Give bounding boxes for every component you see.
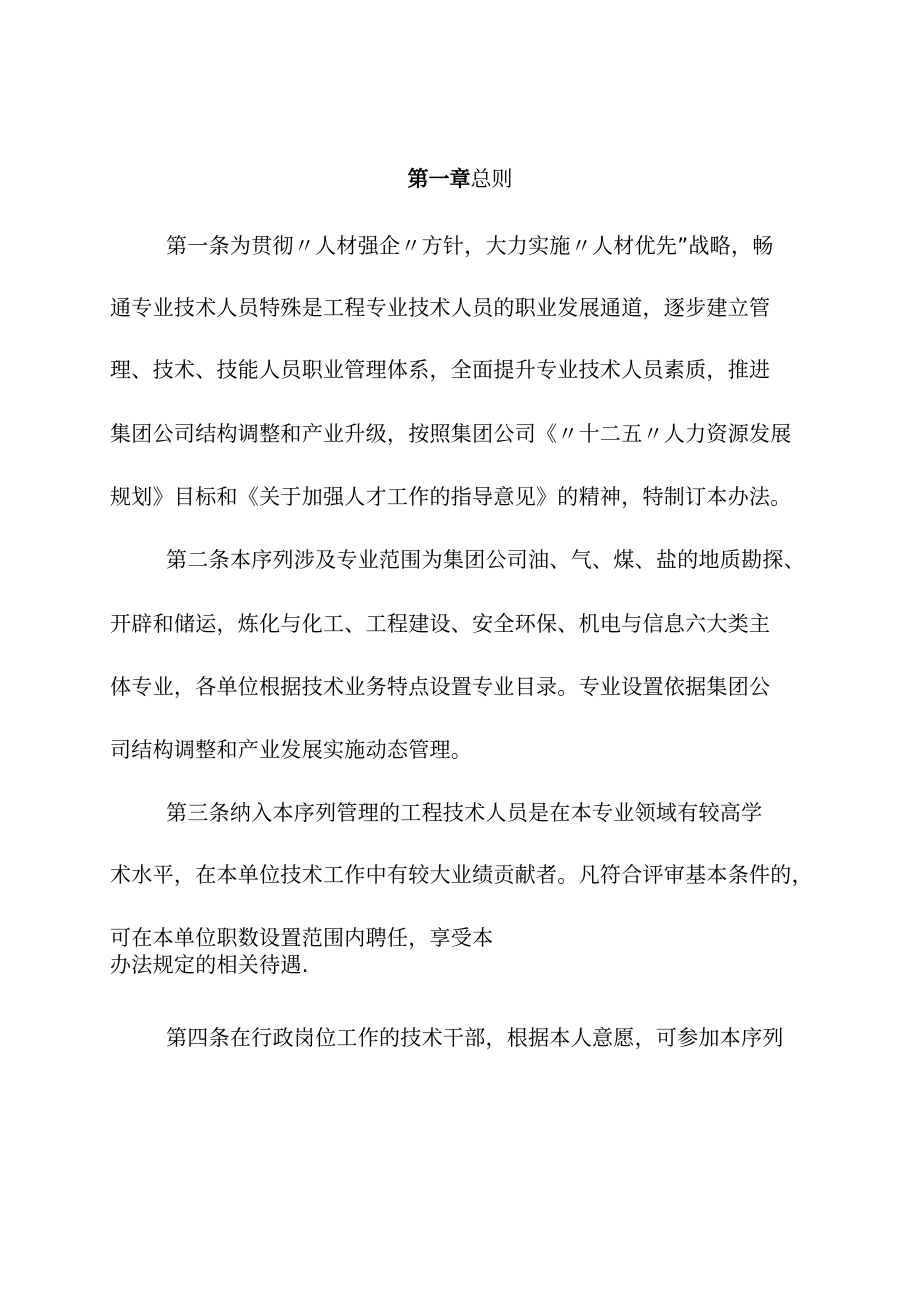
article-3-line-3: 可在本单位职数设置范围内聘任，享受本 (110, 926, 494, 950)
article-2-line-2: 开辟和储运，炼化与化工、工程建设、安全环保、机电与信息六大类主 (110, 612, 771, 636)
article-1-line-5: 规划》目标和《关于加强人才工作的指导意见》的精神，特制订本办法。 (110, 485, 792, 509)
article-2-line-4: 司结构调整和产业发展实施动态管理。 (110, 738, 473, 762)
chapter-name: 总则 (470, 167, 513, 191)
article-4-line-1: 第四条在行政岗位工作的技术干部，根据本人意愿，可参加本序列 (166, 1026, 784, 1050)
article-1-line-2: 通专业技术人员特殊是工程专业技术人员的职业发展通道，逐步建立管 (110, 296, 771, 320)
chapter-number: 第一章 (407, 167, 471, 191)
article-2-line-3: 体专业，各单位根据技术业务特点设置专业目录。专业设置依据集团公 (110, 675, 771, 699)
article-1-line-1: 第一条为贯彻〃人材强企〃方针，大力实施〃人材优先”战略，畅 (166, 234, 774, 258)
article-3-line-1: 第三条纳入本序列管理的工程技术人员是在本专业领域有较高学 (166, 801, 763, 825)
article-3-line-4: 办法规定的相关待遇. (110, 953, 309, 977)
chapter-title (0, 166, 920, 192)
article-1-line-4: 集团公司结构调整和产业升级，按照集团公司《〃十二五〃人力资源发展 (110, 422, 792, 446)
article-1-line-3: 理、技术、技能人员职业管理体系，全面提升专业技术人员素质，推进 (110, 358, 771, 382)
article-2-line-1: 第二条本序列涉及专业范围为集团公司油、气、煤、盐的地质勘探、 (166, 548, 805, 572)
article-3-line-2: 术水平，在本单位技术工作中有较大业绩贡献者。凡符合评审基本条件的， (110, 863, 813, 887)
